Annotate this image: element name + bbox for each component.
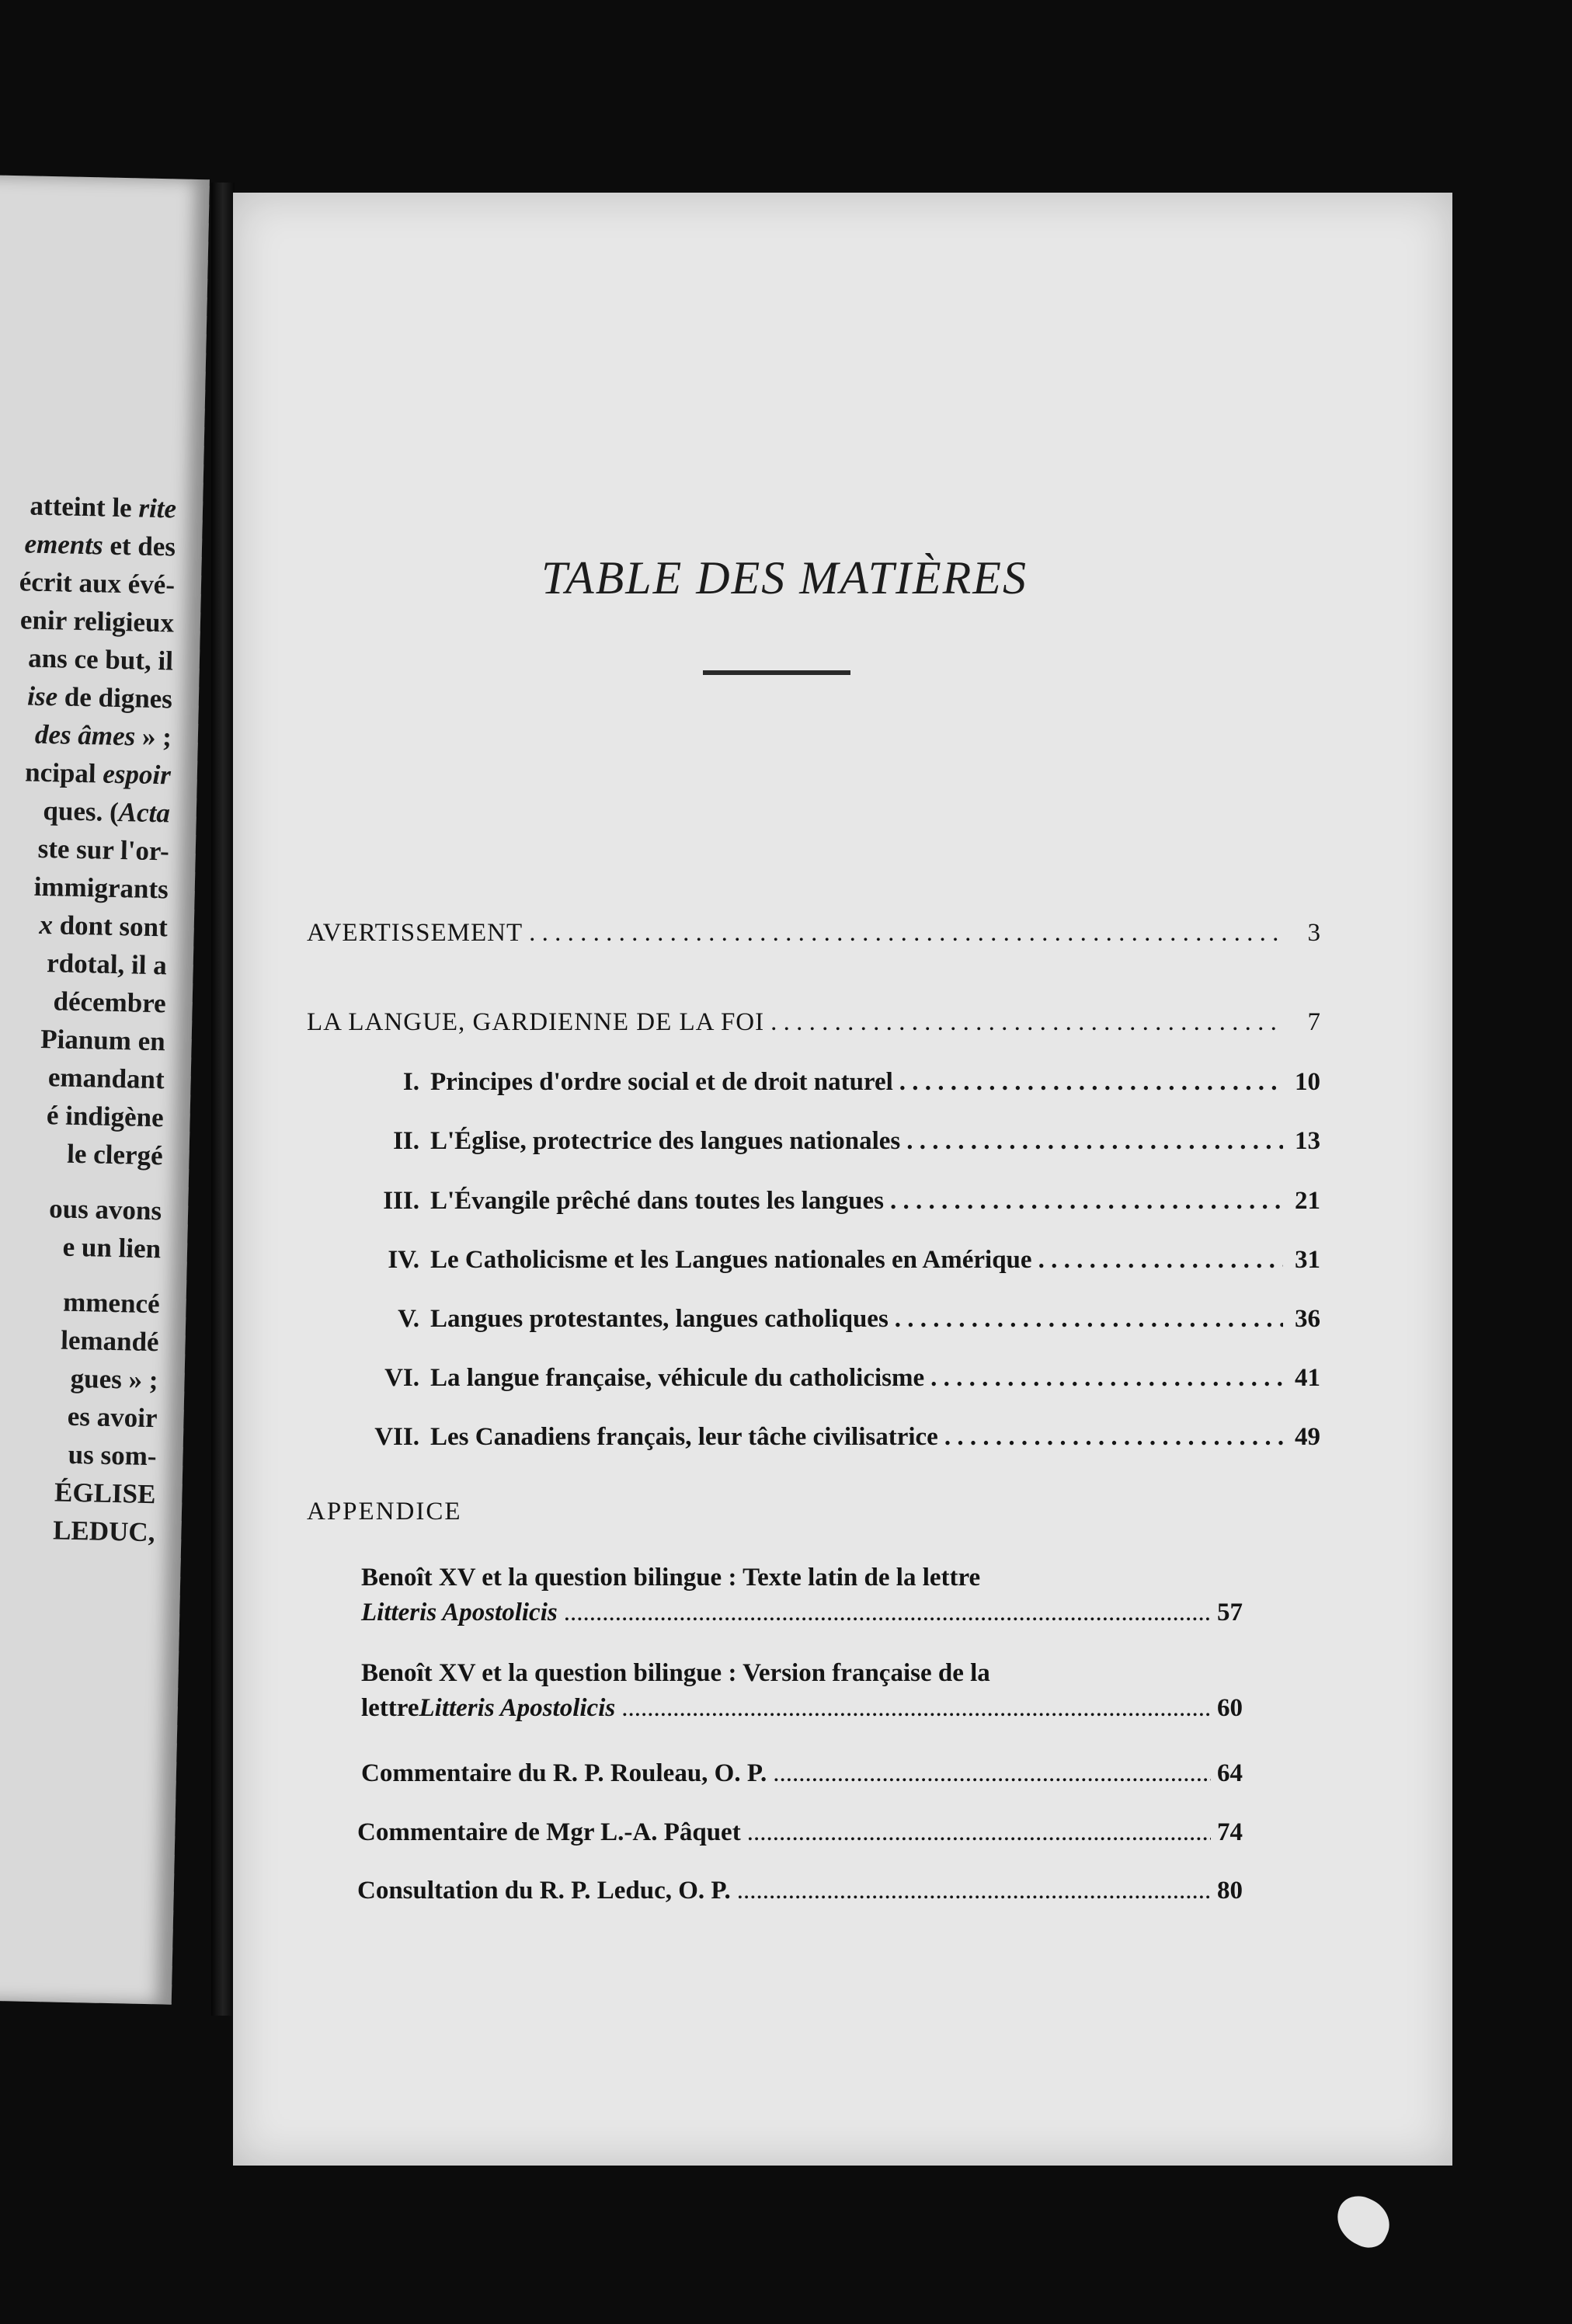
toc-entry-label: LA LANGUE, GARDIENNE DE LA FOI bbox=[307, 1008, 765, 1036]
toc-entry-avertissement[interactable] bbox=[307, 919, 1320, 948]
chapter-title: Principes d'ordre social et de droit naturel bbox=[430, 1068, 893, 1096]
fragment-line: es avoir bbox=[67, 1400, 158, 1434]
fragment-line: ous avons bbox=[48, 1193, 162, 1226]
leader-dots bbox=[890, 1187, 1283, 1216]
appendix-page: 74 bbox=[1217, 1818, 1243, 1846]
chapter-title: La langue française, véhicule du catholicisme bbox=[430, 1364, 925, 1392]
appendix-item[interactable] bbox=[357, 1877, 1243, 1905]
chapter-title: L'Église, protectrice des langues nationales bbox=[430, 1127, 901, 1155]
chapter-number: III. bbox=[383, 1187, 419, 1215]
leader-dots bbox=[944, 1423, 1283, 1452]
fragment-line: rdotal, il a bbox=[46, 948, 168, 981]
leader-dots bbox=[773, 1759, 1211, 1788]
fragment-line: ise de dignes bbox=[26, 680, 173, 715]
fragment-line: ements et des bbox=[24, 528, 176, 562]
leader-dots bbox=[906, 1127, 1283, 1156]
fragment-line: ques. (Acta bbox=[43, 795, 171, 829]
fragment-line: ÉGLISE bbox=[54, 1477, 156, 1510]
appendix-line: Benoît XV et la question bilingue : Version française de la bbox=[361, 1659, 990, 1687]
fragment-line: des âmes » ; bbox=[34, 718, 172, 753]
appendix-page: 64 bbox=[1217, 1759, 1243, 1787]
fragment-line: enir religieux bbox=[19, 604, 175, 638]
toc-chapter[interactable] bbox=[350, 1364, 1320, 1393]
appendix-item[interactable] bbox=[357, 1818, 1243, 1847]
leader-dots bbox=[564, 1599, 1211, 1627]
toc-chapter[interactable] bbox=[350, 1246, 1320, 1275]
chapter-number: VII. bbox=[374, 1423, 419, 1451]
appendix-line: lettre Litteris Apostolicis ..... 60 bbox=[361, 1694, 1243, 1723]
toc-page bbox=[233, 193, 1452, 2166]
fragment-line: écrit aux évé- bbox=[19, 566, 176, 600]
table-of-contents bbox=[233, 193, 1452, 2166]
chapter-number: I. bbox=[402, 1068, 419, 1096]
appendix-page: 57 bbox=[1217, 1599, 1243, 1626]
chapter-title: Le Catholicisme et les Langues nationales en Amérique bbox=[430, 1246, 1032, 1274]
chapter-page: 49 bbox=[1295, 1423, 1320, 1451]
toc-chapter[interactable] bbox=[350, 1068, 1320, 1097]
chapter-page: 31 bbox=[1295, 1246, 1320, 1274]
fragment-line: décembre bbox=[53, 986, 167, 1019]
fragment-line: LEDUC, bbox=[52, 1515, 155, 1548]
appendix-item[interactable] bbox=[361, 1759, 1243, 1788]
fragment-line: x dont sont bbox=[39, 909, 169, 943]
appendix-italic-title: Litteris Apostolicis bbox=[361, 1599, 558, 1626]
appendix-item[interactable] bbox=[361, 1659, 1243, 1723]
chapter-number: V. bbox=[398, 1305, 419, 1333]
fragment-line: ste sur l'or- bbox=[37, 833, 170, 867]
leader-dots bbox=[737, 1877, 1211, 1905]
chapter-title: L'Évangile prêché dans toutes les langues bbox=[430, 1187, 884, 1215]
chapter-title: Langues protestantes, langues catholiques bbox=[430, 1305, 889, 1333]
leader-dots bbox=[895, 1305, 1283, 1334]
appendix-line bbox=[361, 1599, 1243, 1627]
toc-entry-label: AVERTISSEMENT bbox=[307, 919, 523, 947]
fragment-line: é indigène bbox=[46, 1100, 165, 1133]
leader-dots bbox=[1038, 1246, 1283, 1275]
toc-entry-page: 7 bbox=[1307, 1008, 1320, 1036]
appendix-page: 80 bbox=[1217, 1877, 1243, 1905]
chapter-title: Les Canadiens français, leur tâche civilisatrice bbox=[430, 1423, 938, 1451]
fragment-line: e un lien bbox=[62, 1231, 162, 1265]
chapter-number: II. bbox=[393, 1127, 419, 1155]
appendix-item[interactable] bbox=[361, 1564, 1243, 1627]
chapter-number: VI. bbox=[384, 1364, 419, 1392]
fragment-line: gues » ; bbox=[70, 1362, 158, 1396]
leader-dots bbox=[770, 1008, 1283, 1037]
appendix-heading: APPENDICE bbox=[307, 1498, 462, 1526]
chapter-page: 36 bbox=[1295, 1305, 1320, 1333]
fragment-line: mmencé bbox=[62, 1286, 161, 1320]
chapter-page: 41 bbox=[1295, 1364, 1320, 1392]
paper-fragment bbox=[1329, 2189, 1398, 2254]
leader-dots bbox=[747, 1818, 1211, 1847]
toc-entry-langue[interactable] bbox=[307, 1008, 1320, 1037]
chapter-page: 21 bbox=[1295, 1187, 1320, 1215]
fragment-line: us som- bbox=[68, 1439, 157, 1472]
leader-dots bbox=[529, 919, 1283, 948]
chapter-number: IV. bbox=[388, 1246, 419, 1274]
fragment-line: le clergé bbox=[66, 1138, 164, 1171]
appendix-line: Commentaire de Mgr L.-A. Pâquet ..... 74 bbox=[357, 1818, 1243, 1847]
toc-chapter[interactable] bbox=[350, 1187, 1320, 1216]
page-title: TABLE DES MATIÈRES bbox=[541, 552, 1028, 604]
toc-chapter[interactable] bbox=[350, 1305, 1320, 1334]
appendix-line: Consultation du R. P. Leduc, O. P. ..... 80 bbox=[357, 1877, 1243, 1905]
appendix-line: Commentaire du R. P. Rouleau, O. P. ..... 64 bbox=[361, 1759, 1243, 1788]
toc-chapter[interactable] bbox=[350, 1423, 1320, 1452]
leader-dots bbox=[621, 1694, 1211, 1723]
facing-page bbox=[0, 175, 210, 2005]
fragment-line: lemandé bbox=[60, 1324, 159, 1358]
fragment-line: emandant bbox=[47, 1062, 165, 1095]
chapter-page: 13 bbox=[1295, 1127, 1320, 1155]
fragment-line: ncipal espoir bbox=[24, 757, 172, 791]
toc-chapter[interactable] bbox=[350, 1127, 1320, 1156]
fragment-line: Pianum en bbox=[40, 1023, 166, 1057]
book-gutter bbox=[211, 183, 235, 2016]
fragment-line: ans ce but, il bbox=[27, 642, 174, 677]
toc-entry-page: 3 bbox=[1307, 919, 1320, 947]
fragment-line: immigrants bbox=[33, 871, 169, 905]
appendix-italic-title: Litteris Apostolicis bbox=[419, 1694, 616, 1722]
chapter-page: 10 bbox=[1295, 1068, 1320, 1096]
appendix-line: Benoît XV et la question bilingue : Texte latin de la lettre bbox=[361, 1564, 981, 1592]
appendix-page: 60 bbox=[1217, 1694, 1243, 1722]
leader-dots bbox=[930, 1364, 1283, 1393]
fragment-line: atteint le rite bbox=[30, 490, 177, 524]
leader-dots bbox=[899, 1068, 1283, 1097]
facing-page-text bbox=[0, 485, 177, 1551]
